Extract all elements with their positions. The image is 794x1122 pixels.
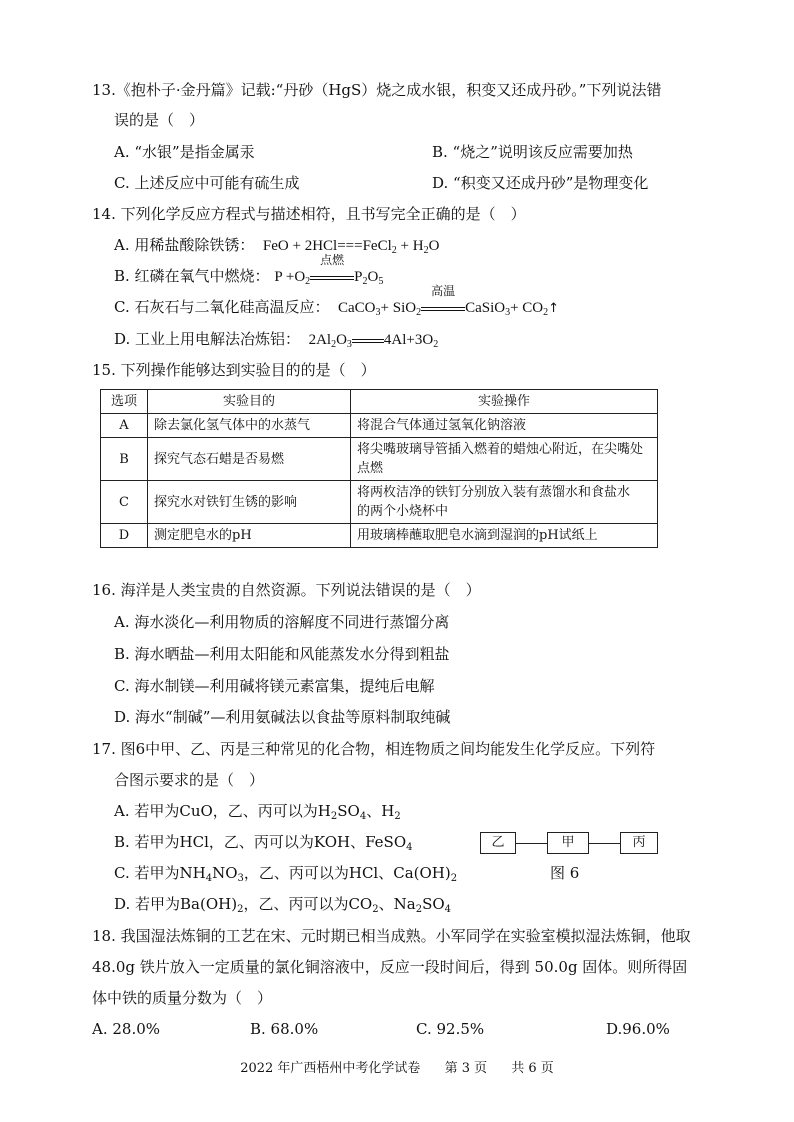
q14-option-a-equation: FeO + 2HCl===FeCl$_2$ + $H_2O$: [259, 238, 440, 256]
q18-option-b: B. 68.0%: [250, 1020, 319, 1038]
q13-option-a: A. “水银”是指金属汞: [114, 143, 255, 161]
header-operation: 实验操作: [351, 390, 658, 414]
q16-option-b: B. 海水晒盐—利用太阳能和风能蒸发水分得到粗盐: [114, 645, 450, 663]
q14-option-d-right: 4Al+3O: [383, 332, 434, 348]
q14-option-c-equation: CaCO$_3$+ SiO$_2$ 高温 CaSiO$_3$+ $CO_2↑$: [334, 284, 560, 318]
q18-option-c: C. 92.5%: [416, 1020, 485, 1038]
diagram-connector: [588, 843, 620, 844]
q13-stem-line1: 13.《抱朴子·金丹篇》记载:“丹砂（HgS）烧之成水银，积变又还成丹砂。”下列说法错: [92, 81, 662, 99]
q14-option-c: [114, 284, 560, 319]
q16-option-c: C. 海水制镁—利用碱将镁元素富集，提纯后电解: [114, 677, 435, 695]
row-operation: [351, 414, 658, 438]
row-operation-line1: 将两枚洁净的铁钉分别放入装有蒸馏水和食盐水: [357, 485, 631, 500]
diagram-box-yi: 乙: [480, 832, 516, 854]
q15-stem: 15. 下列操作能够达到实验目的的是（ ）: [92, 361, 376, 379]
figure-6-caption: 图 6: [550, 864, 580, 882]
row-goal: 探究水对铁钉生锈的影响: [148, 481, 351, 524]
row-operation-line1: 将尖嘴玻璃导管插入燃着的蜡烛心附近，在尖嘴处: [357, 442, 644, 457]
q18-stem-line1: 18. 我国湿法炼铜的工艺在宋、元时期已相当成熟。小军同学在实验室模拟湿法炼铜，他取: [92, 927, 691, 945]
table-header-row: [101, 390, 658, 414]
q13-option-b: B. “烧之”说明该反应需要加热: [432, 143, 633, 161]
q16-option-d: D. 海水“制碱”—利用氨碱法以食盐等原料制取纯碱: [114, 708, 451, 726]
q14-option-d-left: 2Al: [308, 332, 332, 348]
q17-option-c-text2: ，乙、丙可以为HCl、Ca(OH): [243, 864, 451, 882]
row-operation-line1: 将混合气体通过氢氧化钠溶液: [357, 418, 527, 433]
q18-stem-line2: 48.0g 铁片放入一定质量的氯化铜溶液中，反应一段时间后，得到 50.0g 固体。则所得固: [92, 958, 688, 976]
table-row: [101, 481, 658, 524]
footer-total-pages: 共 6 页: [511, 1061, 554, 1076]
q14-option-c-label: C. 石灰石与二氧化硅高温反应：: [114, 298, 330, 316]
q17-option-b-text: B. 若甲为HCl，乙、丙可以为KOH、FeSO: [114, 833, 407, 851]
q17-stem-line2: 合图示要求的是（ ）: [114, 771, 265, 789]
q18-option-d: D.96.0%: [606, 1020, 670, 1038]
row-option: D: [101, 524, 148, 548]
q17-option-b: B. 若甲为HCl，乙、丙可以为KOH、FeSO$_4$: [114, 833, 413, 853]
row-option: B: [101, 438, 148, 481]
row-operation: [351, 481, 658, 524]
q13-stem-line2: 误的是（ ）: [114, 111, 205, 129]
q17-option-c-text: C. 若甲为NH: [114, 864, 206, 882]
q13-option-c: C. 上述反应中可能有硫生成: [114, 174, 300, 192]
diagram-connector: [515, 843, 547, 844]
q14-option-b: [114, 253, 384, 287]
row-operation-line2: 点燃: [357, 461, 384, 476]
q13-option-d: D. “积变又还成丹砂”是物理变化: [432, 174, 649, 192]
q18-option-a: A. 28.0%: [92, 1020, 161, 1038]
row-goal: 测定肥皂水的pH: [148, 524, 351, 548]
header-option: 选项: [101, 390, 148, 414]
q14-option-d: [114, 329, 438, 350]
q14-option-c-condition: 高温: [431, 284, 456, 298]
diagram-box-jia: 甲: [547, 832, 589, 854]
footer-exam-title: 2022 年广西梧州中考化学试卷: [240, 1061, 421, 1076]
q14-option-a: [114, 235, 439, 256]
row-option: C: [101, 481, 148, 524]
row-operation-line1: 用玻璃棒蘸取肥皂水滴到湿润的pH试纸上: [357, 528, 598, 543]
table-row: [101, 438, 658, 481]
q17-stem-line1: 17. 图6中甲、乙、丙是三种常见的化合物，相连物质之间均能发生化学反应。下列符: [92, 740, 656, 758]
q14-option-b-equation: $P +O_2$ 点燃 $P_2O_5$: [274, 253, 384, 287]
q17-option-c: C. 若甲为$NH_4NO_3$，乙、丙可以为HCl、$Ca(OH)_2$: [114, 864, 458, 884]
q14-option-b-condition: 点燃: [320, 253, 345, 267]
q17-option-d-text: D. 若甲为Ba(OH): [114, 895, 238, 913]
row-goal: 探究气态石蜡是否易燃: [148, 438, 351, 481]
q18-stem-line3: 体中铁的质量分数为（ ）: [92, 989, 273, 1007]
q17-option-d-text2: ，乙、丙可以为CO: [243, 895, 373, 913]
row-option: A: [101, 414, 148, 438]
q15-table: [100, 389, 658, 548]
row-operation-line2: 的两个小烧杯中: [357, 504, 449, 519]
q16-option-a: A. 海水淡化—利用物质的溶解度不同进行蒸馏分离: [114, 613, 450, 631]
footer-page-number: 第 3 页: [444, 1061, 488, 1076]
row-goal: 除去氯化氢气体中的水蒸气: [148, 414, 351, 438]
q17-option-a-text: A. 若甲为CuO，乙、丙可以为H: [114, 802, 331, 820]
row-operation: [351, 524, 658, 548]
gas-up-arrow-icon: ↑: [548, 301, 560, 316]
q14-stem: 14. 下列化学反应方程式与描述相符，且书写完全正确的是（ ）: [92, 205, 526, 223]
q14-option-b-label: B. 红磷在氧气中燃烧：: [114, 267, 270, 285]
q16-stem: 16. 海洋是人类宝贵的自然资源。下列说法错误的是（ ）: [92, 581, 481, 599]
table-row: [101, 524, 658, 548]
q17-option-d: D. 若甲为$Ba(OH)_2$，乙、丙可以为$CO_2$、$Na_2SO_4$: [114, 895, 452, 915]
diagram-box-bing: 丙: [620, 832, 658, 854]
table-row: [101, 414, 658, 438]
q17-option-a: A. 若甲为CuO，乙、丙可以为$H_2SO_4$、$H_2$: [114, 802, 401, 822]
q14-option-d-equation: $2Al_2O_3$ $4Al+3O_2$: [308, 332, 439, 350]
q14-option-a-label: A. 用稀盐酸除铁锈：: [114, 236, 255, 254]
q14-option-d-label: D. 工业上用电解法冶炼铝：: [114, 330, 301, 348]
row-operation: [351, 438, 658, 481]
header-goal: 实验目的: [148, 390, 351, 414]
figure-6-diagram: [480, 832, 660, 856]
page-footer: [0, 1057, 794, 1076]
